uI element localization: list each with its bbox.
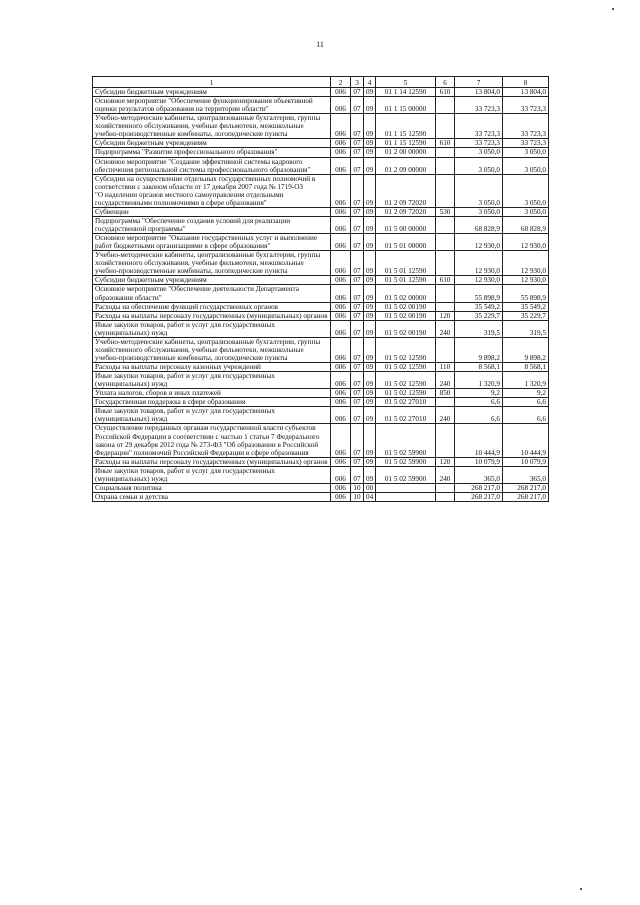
row-name: Субсидии бюджетным учреждениям: [93, 276, 331, 285]
code-expense-type: 120: [436, 311, 455, 320]
code-admin: 006: [331, 285, 351, 302]
table-row: [93, 320, 549, 337]
code-section: 07: [351, 234, 364, 251]
code-target: 01 2 09 72020: [376, 207, 436, 216]
code-expense-type: 610: [436, 139, 455, 148]
code-target: 01 5 02 27010: [376, 407, 436, 424]
code-admin: 006: [331, 302, 351, 311]
table-row: [93, 216, 549, 233]
amount-approved: 3 050,0: [503, 148, 549, 157]
code-expense-type: [436, 157, 455, 174]
amount-approved: 9,2: [503, 389, 549, 398]
code-admin: 006: [331, 207, 351, 216]
code-admin: 006: [331, 457, 351, 466]
scan-speck: [612, 8, 614, 10]
column-header: 2: [331, 77, 351, 88]
amount-plan: 35 549,2: [455, 302, 503, 311]
code-section: 07: [351, 157, 364, 174]
row-name: Расходы на выплаты персоналу государственных (муниципальных) органов: [93, 457, 331, 466]
row-name: Субсидии бюджетным учреждениям: [93, 88, 331, 97]
code-target: 01 2 09 72020: [376, 174, 436, 207]
code-section: 07: [351, 285, 364, 302]
amount-plan: 268 217,0: [455, 483, 503, 492]
table-row: [93, 398, 549, 407]
code-target: 01 5 02 59900: [376, 457, 436, 466]
code-target: 01 1 15 00000: [376, 97, 436, 114]
code-subsection: 09: [364, 363, 376, 372]
code-section: 07: [351, 407, 364, 424]
table-row: [93, 207, 549, 216]
amount-plan: 365,0: [455, 466, 503, 483]
table-row: [93, 466, 549, 483]
amount-plan: 10 079,9: [455, 457, 503, 466]
code-admin: 006: [331, 483, 351, 492]
amount-approved: 12 930,0: [503, 251, 549, 276]
amount-plan: 3 050,0: [455, 174, 503, 207]
column-header: 1: [93, 77, 331, 88]
amount-approved: 268 217,0: [503, 492, 549, 501]
code-admin: 006: [331, 88, 351, 97]
amount-plan: 13 804,0: [455, 88, 503, 97]
code-admin: 006: [331, 114, 351, 139]
code-target: [376, 483, 436, 492]
code-target: 01 5 02 27010: [376, 398, 436, 407]
code-section: 10: [351, 483, 364, 492]
code-target: [376, 492, 436, 501]
code-target: 01 5 01 12590: [376, 251, 436, 276]
amount-plan: 12 930,0: [455, 251, 503, 276]
amount-plan: 55 898,9: [455, 285, 503, 302]
code-expense-type: [436, 97, 455, 114]
code-subsection: 09: [364, 424, 376, 457]
row-name: Подпрограмма "Обеспечение создания условий для реализации государственной программы": [93, 216, 331, 233]
amount-approved: 8 568,1: [503, 363, 549, 372]
code-subsection: 09: [364, 148, 376, 157]
code-expense-type: [436, 174, 455, 207]
code-expense-type: [436, 216, 455, 233]
code-admin: 006: [331, 311, 351, 320]
amount-approved: 33 723,3: [503, 114, 549, 139]
amount-approved: 35 549,2: [503, 302, 549, 311]
code-target: 01 2 00 00000: [376, 148, 436, 157]
page-number: 11: [316, 40, 324, 49]
amount-plan: 6,6: [455, 407, 503, 424]
code-target: 01 1 15 12590: [376, 114, 436, 139]
code-subsection: 09: [364, 234, 376, 251]
amount-plan: 6,6: [455, 398, 503, 407]
row-name: Основное мероприятие "Создание эффективной системы кадрового обеспечения региональной системы профессионального образования": [93, 157, 331, 174]
code-section: 07: [351, 337, 364, 362]
code-section: 07: [351, 302, 364, 311]
row-name: Учебно-методические кабинеты, централизованные бухгалтерии, группы хозяйственного обслуживания, учебные фильмотеки, межшкольные учебно-производственные комбинаты, логопедические пункты: [93, 251, 331, 276]
code-target: 01 5 02 00190: [376, 320, 436, 337]
code-subsection: 00: [364, 483, 376, 492]
row-name: Государственная поддержка в сфере образования: [93, 398, 331, 407]
code-target: 01 5 01 00000: [376, 234, 436, 251]
code-target: 01 2 09 00000: [376, 157, 436, 174]
code-subsection: 09: [364, 88, 376, 97]
table-row: [93, 285, 549, 302]
scan-speck: [580, 888, 582, 890]
code-target: 01 5 02 00190: [376, 311, 436, 320]
amount-plan: 33 723,3: [455, 97, 503, 114]
amount-plan: 33 723,3: [455, 139, 503, 148]
table-row: [93, 139, 549, 148]
amount-approved: 12 930,0: [503, 276, 549, 285]
code-admin: 006: [331, 466, 351, 483]
code-subsection: 09: [364, 216, 376, 233]
code-admin: 006: [331, 251, 351, 276]
code-admin: 006: [331, 389, 351, 398]
code-section: 07: [351, 372, 364, 389]
code-target: 01 5 02 00000: [376, 285, 436, 302]
code-section: 07: [351, 424, 364, 457]
table-row: [93, 148, 549, 157]
code-section: 10: [351, 492, 364, 501]
code-expense-type: [436, 302, 455, 311]
amount-approved: 6,6: [503, 398, 549, 407]
code-section: 07: [351, 320, 364, 337]
amount-plan: 268 217,0: [455, 492, 503, 501]
row-name: Субвенции: [93, 207, 331, 216]
code-subsection: 09: [364, 337, 376, 362]
amount-approved: 3 050,0: [503, 174, 549, 207]
table-row: [93, 311, 549, 320]
amount-plan: 10 444,9: [455, 424, 503, 457]
code-admin: 006: [331, 234, 351, 251]
table-row: [93, 363, 549, 372]
amount-approved: 9 898,2: [503, 337, 549, 362]
amount-plan: 9 898,2: [455, 337, 503, 362]
code-target: 01 5 02 59900: [376, 424, 436, 457]
row-name: Расходы на обеспечение функций государственных органов: [93, 302, 331, 311]
column-header: 7: [455, 77, 503, 88]
table-row: [93, 337, 549, 362]
code-section: 07: [351, 148, 364, 157]
code-expense-type: 110: [436, 363, 455, 372]
code-section: 07: [351, 88, 364, 97]
amount-approved: 12 930,0: [503, 234, 549, 251]
table-header-row: [93, 77, 549, 88]
row-name: Осуществление переданных органам государственной власти субъектов Российской Федерации в соответствии с частью 1 статьи 7 Федерального закона от 29 декабря 2012 года № 273-ФЗ "Об образовании в Российской Федерации" полномочий Российской Федерации в сфере образования: [93, 424, 331, 457]
row-name: Социальная политика: [93, 483, 331, 492]
code-expense-type: [436, 234, 455, 251]
amount-approved: 319,5: [503, 320, 549, 337]
amount-approved: 10 079,9: [503, 457, 549, 466]
code-subsection: 09: [364, 407, 376, 424]
code-subsection: 09: [364, 251, 376, 276]
row-name: Расходы на выплаты персоналу казенных учреждений: [93, 363, 331, 372]
code-subsection: 04: [364, 492, 376, 501]
code-target: 01 5 02 12590: [376, 337, 436, 362]
row-name: Основное мероприятие "Обеспечение деятельности Департамента образования области": [93, 285, 331, 302]
amount-plan: 1 320,9: [455, 372, 503, 389]
column-header: 4: [364, 77, 376, 88]
table-row: [93, 88, 549, 97]
column-header: 5: [376, 77, 436, 88]
code-admin: 006: [331, 492, 351, 501]
table-row: [93, 234, 549, 251]
code-subsection: 09: [364, 372, 376, 389]
code-subsection: 09: [364, 157, 376, 174]
amount-approved: 33 723,3: [503, 97, 549, 114]
code-section: 07: [351, 276, 364, 285]
amount-plan: 33 723,3: [455, 114, 503, 139]
code-section: 07: [351, 97, 364, 114]
code-admin: 006: [331, 139, 351, 148]
row-name: Иные закупки товаров, работ и услуг для государственных (муниципальных) нужд: [93, 372, 331, 389]
row-name: Подпрограмма "Развитие профессионального образования": [93, 148, 331, 157]
code-expense-type: 240: [436, 407, 455, 424]
table-row: [93, 389, 549, 398]
code-subsection: 09: [364, 389, 376, 398]
code-target: 01 5 02 59900: [376, 466, 436, 483]
amount-plan: 35 229,7: [455, 311, 503, 320]
code-subsection: 09: [364, 97, 376, 114]
code-target: 01 5 01 12590: [376, 276, 436, 285]
code-section: 07: [351, 207, 364, 216]
row-name: Иные закупки товаров, работ и услуг для государственных (муниципальных) нужд: [93, 466, 331, 483]
code-section: 07: [351, 363, 364, 372]
code-expense-type: [436, 492, 455, 501]
code-admin: 006: [331, 174, 351, 207]
row-name: Основное мероприятие "Оказание государственных услуг и выполнение работ бюджетными организациями в сфере образования": [93, 234, 331, 251]
code-target: 01 1 14 12590: [376, 88, 436, 97]
code-section: 07: [351, 251, 364, 276]
code-expense-type: 240: [436, 320, 455, 337]
code-section: 07: [351, 389, 364, 398]
amount-approved: 13 804,0: [503, 88, 549, 97]
amount-approved: 6,6: [503, 407, 549, 424]
code-subsection: 09: [364, 285, 376, 302]
code-admin: 006: [331, 363, 351, 372]
code-admin: 006: [331, 97, 351, 114]
table-row: [93, 157, 549, 174]
code-section: 07: [351, 398, 364, 407]
amount-approved: 3 050,0: [503, 157, 549, 174]
code-target: 01 1 15 12590: [376, 139, 436, 148]
amount-approved: 365,0: [503, 466, 549, 483]
amount-plan: 3 050,0: [455, 207, 503, 216]
code-expense-type: [436, 337, 455, 362]
amount-approved: 3 050,0: [503, 207, 549, 216]
code-section: 07: [351, 216, 364, 233]
code-admin: 006: [331, 320, 351, 337]
code-expense-type: 850: [436, 389, 455, 398]
code-subsection: 09: [364, 207, 376, 216]
code-section: 07: [351, 457, 364, 466]
code-expense-type: [436, 114, 455, 139]
table-row: [93, 483, 549, 492]
row-name: Субсидии бюджетным учреждениям: [93, 139, 331, 148]
code-subsection: 09: [364, 320, 376, 337]
code-admin: 006: [331, 276, 351, 285]
code-admin: 006: [331, 157, 351, 174]
code-expense-type: 240: [436, 466, 455, 483]
code-expense-type: 120: [436, 457, 455, 466]
amount-approved: 68 828,9: [503, 216, 549, 233]
code-target: 01 5 00 00000: [376, 216, 436, 233]
code-subsection: 09: [364, 311, 376, 320]
budget-table: [92, 76, 549, 502]
column-header: 3: [351, 77, 364, 88]
code-expense-type: 240: [436, 372, 455, 389]
row-name: Субсидии на осуществление отдельных государственных полномочий в соответствии с законом области от 17 декабря 2007 года № 1719-ОЗ "О наделении органов местного самоуправления отдельными государственными полномочиями в сфере образования": [93, 174, 331, 207]
table-row: [93, 457, 549, 466]
code-admin: 006: [331, 216, 351, 233]
code-target: 01 5 02 12590: [376, 389, 436, 398]
code-admin: 006: [331, 372, 351, 389]
code-section: 07: [351, 114, 364, 139]
code-subsection: 09: [364, 174, 376, 207]
table-row: [93, 114, 549, 139]
table-row: [93, 276, 549, 285]
table-row: [93, 174, 549, 207]
code-subsection: 09: [364, 114, 376, 139]
table-row: [93, 372, 549, 389]
code-expense-type: [436, 424, 455, 457]
code-section: 07: [351, 174, 364, 207]
code-expense-type: [436, 285, 455, 302]
column-header: 6: [436, 77, 455, 88]
code-admin: 006: [331, 337, 351, 362]
amount-approved: 33 723,3: [503, 139, 549, 148]
code-admin: 006: [331, 407, 351, 424]
code-admin: 006: [331, 424, 351, 457]
code-subsection: 09: [364, 302, 376, 311]
code-subsection: 09: [364, 139, 376, 148]
row-name: Иные закупки товаров, работ и услуг для государственных (муниципальных) нужд: [93, 320, 331, 337]
table-row: [93, 97, 549, 114]
table-row: [93, 407, 549, 424]
code-expense-type: [436, 251, 455, 276]
row-name: Расходы на выплаты персоналу государственных (муниципальных) органов: [93, 311, 331, 320]
table-row: [93, 251, 549, 276]
code-section: 07: [351, 139, 364, 148]
amount-plan: 68 828,9: [455, 216, 503, 233]
amount-plan: 12 930,0: [455, 234, 503, 251]
table-body: [93, 88, 549, 502]
amount-approved: 35 229,7: [503, 311, 549, 320]
code-subsection: 09: [364, 276, 376, 285]
code-subsection: 09: [364, 457, 376, 466]
code-expense-type: 610: [436, 276, 455, 285]
code-expense-type: [436, 148, 455, 157]
code-admin: 006: [331, 398, 351, 407]
row-name: Учебно-методические кабинеты, централизованные бухгалтерии, группы хозяйственного обслуживания, учебные фильмотеки, межшкольные учебно-производственные комбинаты, логопедические пункты: [93, 337, 331, 362]
code-section: 07: [351, 311, 364, 320]
code-admin: 006: [331, 148, 351, 157]
table-row: [93, 302, 549, 311]
row-name: Иные закупки товаров, работ и услуг для государственных (муниципальных) нужд: [93, 407, 331, 424]
row-name: Учебно-методические кабинеты, централизованные бухгалтерии, группы хозяйственного обслуживания, учебные фильмотеки, межшкольные учебно-производственные комбинаты, логопедические пункты: [93, 114, 331, 139]
amount-plan: 12 930,0: [455, 276, 503, 285]
code-section: 07: [351, 466, 364, 483]
amount-approved: 55 898,9: [503, 285, 549, 302]
amount-plan: 9,2: [455, 389, 503, 398]
table-row: [93, 492, 549, 501]
amount-plan: 8 568,1: [455, 363, 503, 372]
amount-approved: 268 217,0: [503, 483, 549, 492]
column-header: 8: [503, 77, 549, 88]
code-expense-type: [436, 398, 455, 407]
code-subsection: 09: [364, 398, 376, 407]
code-subsection: 09: [364, 466, 376, 483]
code-target: 01 5 02 12590: [376, 372, 436, 389]
amount-plan: 3 050,0: [455, 148, 503, 157]
row-name: Охрана семьи и детства: [93, 492, 331, 501]
amount-approved: 1 320,9: [503, 372, 549, 389]
code-target: 01 5 02 00190: [376, 302, 436, 311]
row-name: Основное мероприятие "Обеспечение функционирования объективной оценки результатов образования на территории области": [93, 97, 331, 114]
code-expense-type: [436, 483, 455, 492]
amount-plan: 3 050,0: [455, 157, 503, 174]
code-target: 01 5 02 12590: [376, 363, 436, 372]
amount-plan: 319,5: [455, 320, 503, 337]
code-expense-type: 530: [436, 207, 455, 216]
table-row: [93, 424, 549, 457]
code-expense-type: 610: [436, 88, 455, 97]
row-name: Уплата налогов, сборов и иных платежей: [93, 389, 331, 398]
amount-approved: 10 444,9: [503, 424, 549, 457]
